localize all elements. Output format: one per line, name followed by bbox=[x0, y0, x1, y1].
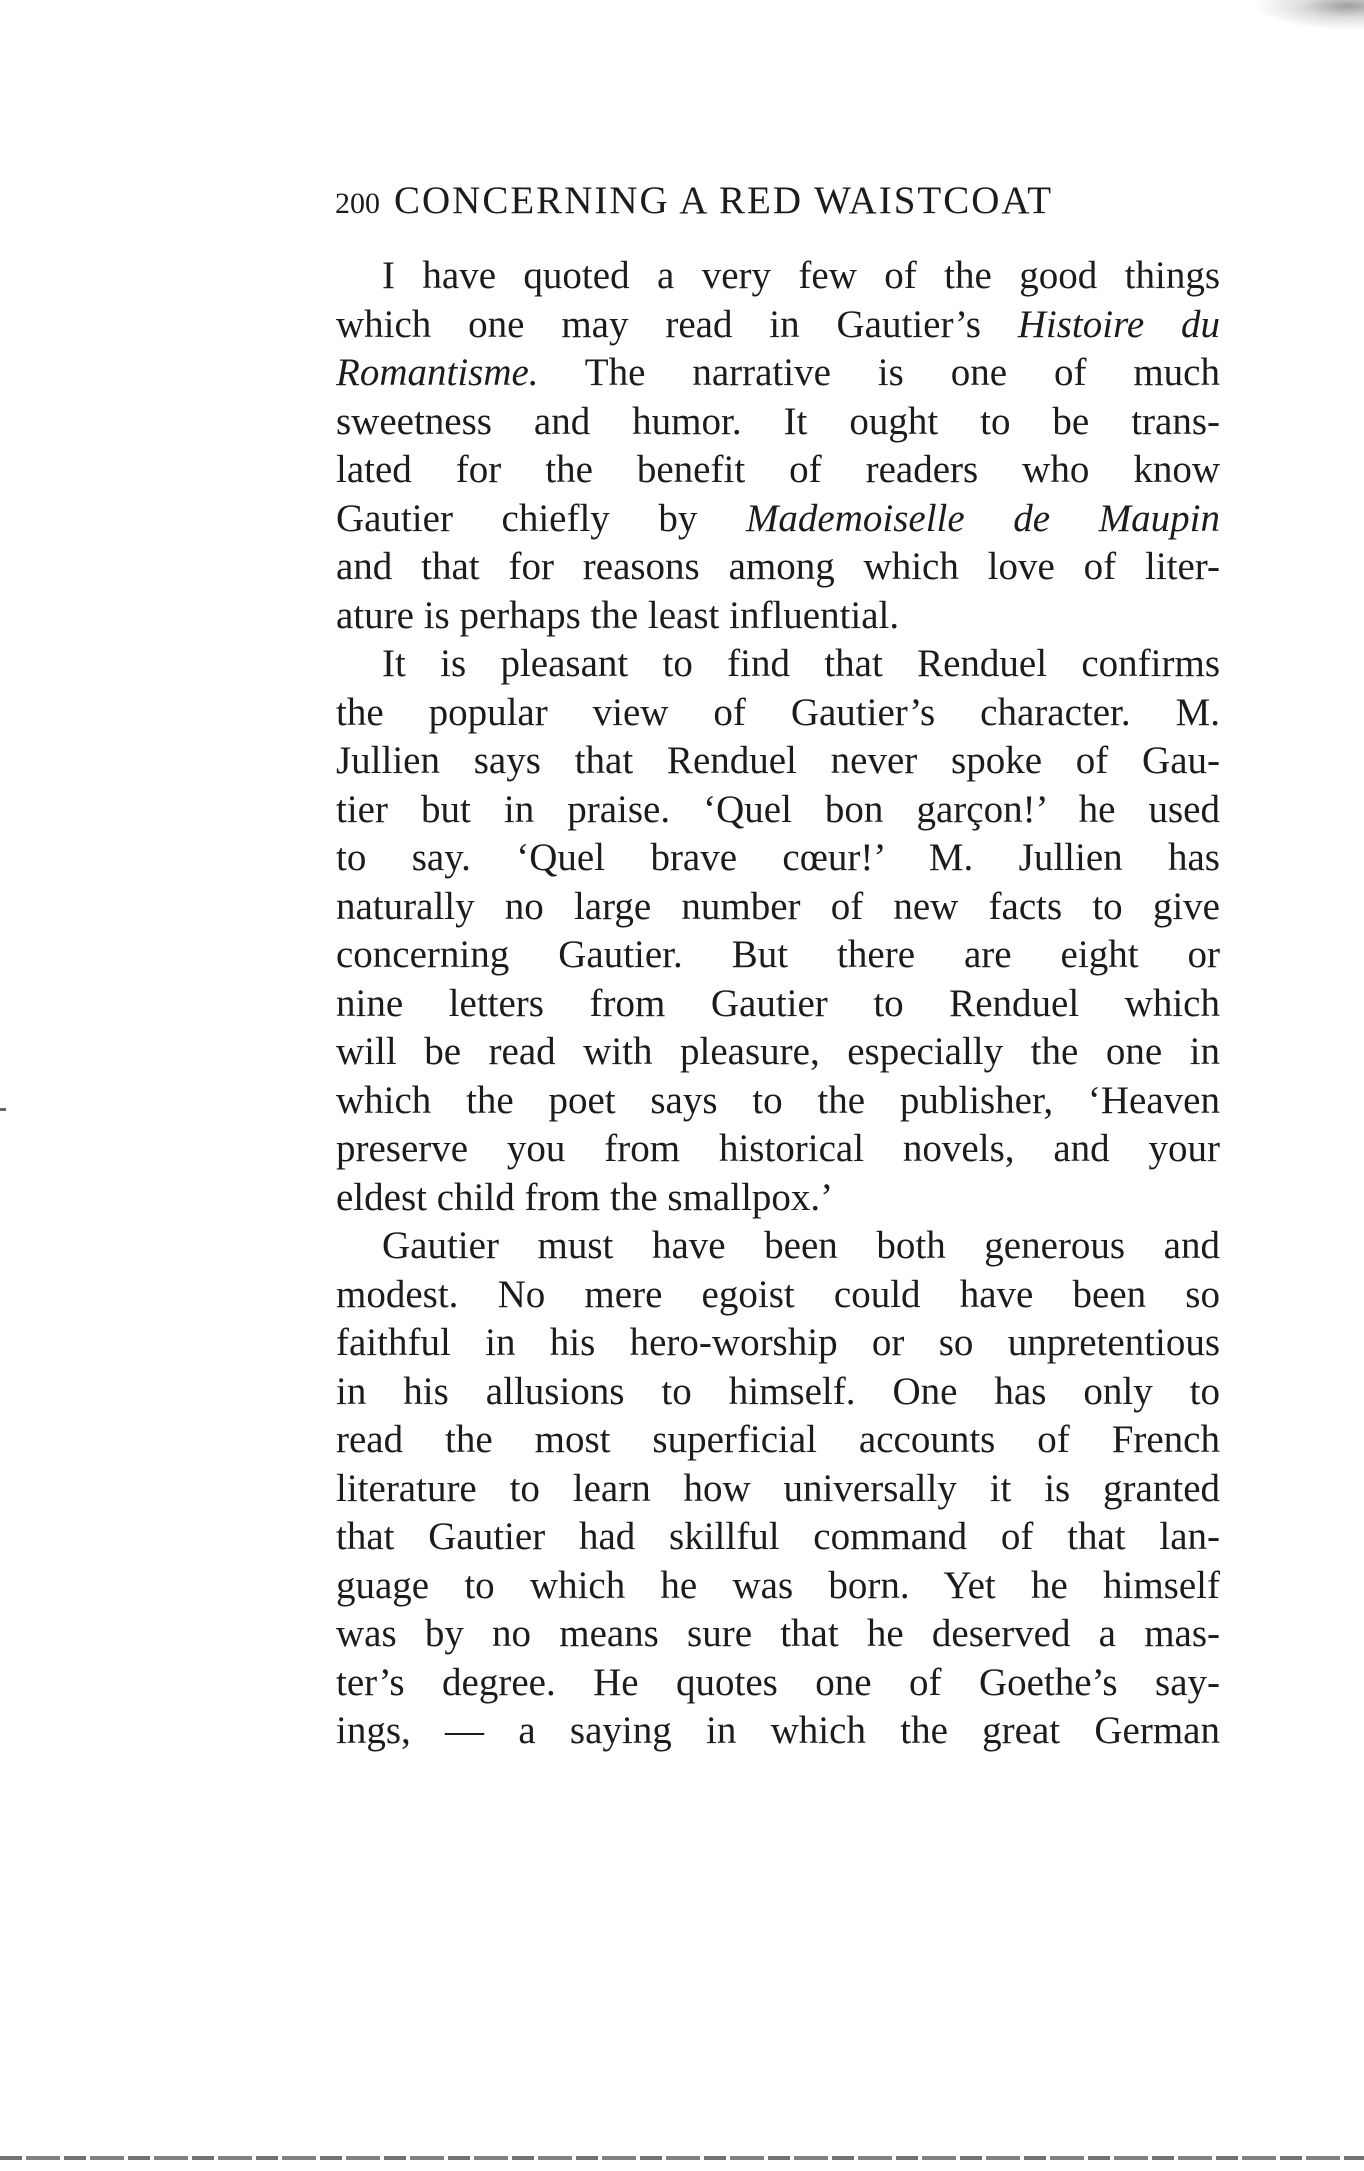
text-run: ature is perhaps the least influential. bbox=[336, 593, 900, 637]
running-header bbox=[335, 178, 1135, 238]
text-line bbox=[336, 1077, 1220, 1126]
text-line bbox=[336, 301, 1220, 350]
italic-title: Mademoiselle de Maupin bbox=[745, 496, 1220, 540]
page-number: 200 bbox=[335, 187, 380, 220]
text-line bbox=[336, 1222, 1220, 1271]
text-run: which one may read in Gautier’s bbox=[336, 302, 1018, 346]
italic-title: Histoire du bbox=[1017, 302, 1220, 346]
text-line bbox=[336, 689, 1220, 738]
text-line bbox=[336, 543, 1220, 592]
text-line bbox=[336, 1610, 1220, 1659]
paragraph bbox=[336, 252, 1220, 640]
text-line bbox=[336, 1513, 1220, 1562]
text-run: Gautier must have been both generous and bbox=[382, 1224, 1220, 1267]
text-line bbox=[336, 1707, 1220, 1756]
running-title: CONCERNING A RED WAISTCOAT bbox=[394, 179, 1054, 222]
text-run: ter’s degree. He quotes one of Goethe’s say- bbox=[336, 1660, 1220, 1704]
text-line bbox=[336, 398, 1220, 447]
text-run: Gautier chiefly by bbox=[336, 496, 746, 540]
text-line bbox=[336, 495, 1220, 544]
paragraph bbox=[336, 640, 1220, 1222]
text-run: sweetness and humor. It ought to be trans- bbox=[336, 399, 1220, 443]
text-run: the popular view of Gautier’s character. M. bbox=[336, 690, 1220, 734]
text-run: It is pleasant to find that Renduel confirms bbox=[382, 642, 1220, 685]
text-line bbox=[336, 834, 1220, 883]
text-run: which the poet says to the publisher, ‘Heaven bbox=[336, 1078, 1220, 1122]
text-run: was by no means sure that he deserved a mas- bbox=[336, 1612, 1220, 1655]
text-line bbox=[336, 980, 1220, 1029]
text-line bbox=[336, 446, 1220, 495]
scan-speck bbox=[0, 1108, 6, 1111]
paragraph bbox=[336, 1222, 1220, 1756]
text-run: guage to which he was born. Yet he himself bbox=[336, 1563, 1220, 1607]
text-run: naturally no large number of new facts to give bbox=[336, 884, 1220, 928]
text-run: I have quoted a very few of the good things bbox=[382, 254, 1220, 297]
text-line bbox=[336, 883, 1220, 932]
text-run: faithful in his hero-worship or so unpretentious bbox=[336, 1321, 1220, 1364]
scan-smudge bbox=[1254, 0, 1364, 30]
text-run: will be read with pleasure, especially the one in bbox=[336, 1030, 1220, 1073]
text-line bbox=[336, 640, 1220, 689]
text-run: modest. No mere egoist could have been so bbox=[336, 1272, 1220, 1316]
text-line bbox=[336, 1319, 1220, 1368]
text-run: eldest child from the smallpox.’ bbox=[336, 1175, 834, 1219]
text-line bbox=[336, 786, 1220, 835]
text-line bbox=[336, 252, 1220, 301]
text-line bbox=[336, 1028, 1220, 1077]
text-run: to say. ‘Quel brave cœur!’ M. Jullien has bbox=[336, 836, 1220, 879]
text-run: nine letters from Gautier to Renduel which bbox=[336, 981, 1220, 1025]
text-run: and that for reasons among which love of liter- bbox=[336, 545, 1220, 588]
italic-title: Romantisme. bbox=[336, 351, 539, 394]
text-line bbox=[336, 1125, 1220, 1174]
text-run: Jullien says that Renduel never spoke of Gau- bbox=[336, 739, 1220, 782]
text-run: preserve you from historical novels, and your bbox=[336, 1127, 1220, 1170]
text-line bbox=[336, 1465, 1220, 1514]
text-run: lated for the benefit of readers who know bbox=[336, 448, 1220, 491]
text-line bbox=[336, 592, 1220, 641]
body-text bbox=[336, 252, 1220, 1756]
text-run: ings, — a saying in which the great German bbox=[336, 1709, 1220, 1752]
text-run: concerning Gautier. But there are eight or bbox=[336, 933, 1220, 976]
text-run: that Gautier had skillful command of that lan- bbox=[336, 1515, 1220, 1558]
text-line bbox=[336, 349, 1220, 398]
text-line bbox=[336, 737, 1220, 786]
text-run: The narrative is one of much bbox=[538, 351, 1220, 394]
text-run: literature to learn how universally it is granted bbox=[336, 1466, 1220, 1510]
text-run: tier but in praise. ‘Quel bon garçon!’ he used bbox=[336, 787, 1220, 831]
text-run: in his allusions to himself. One has only to bbox=[336, 1369, 1220, 1413]
text-line bbox=[336, 1416, 1220, 1465]
text-line bbox=[336, 1368, 1220, 1417]
text-line bbox=[336, 1562, 1220, 1611]
text-run: read the most superficial accounts of French bbox=[336, 1418, 1220, 1461]
text-line bbox=[336, 931, 1220, 980]
text-line bbox=[336, 1659, 1220, 1708]
page-bottom-edge bbox=[0, 2156, 1364, 2160]
text-line bbox=[336, 1271, 1220, 1320]
text-line bbox=[336, 1174, 1220, 1223]
